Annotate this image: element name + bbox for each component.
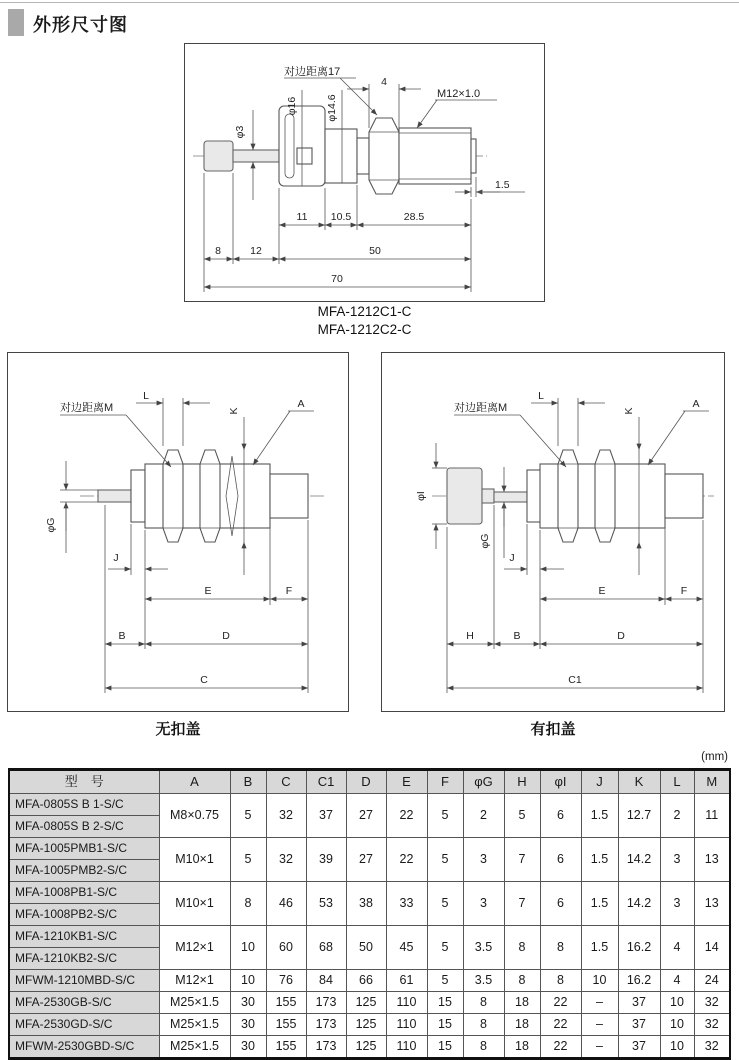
model-cell: MFA-2530GD-S/C [9, 1014, 159, 1036]
dimension-lines [60, 398, 314, 693]
value-cell: 37 [618, 992, 660, 1014]
value-cell: 10 [581, 970, 618, 992]
dim-10-5: 10.5 [330, 211, 352, 223]
drawing-mfa1212-box [184, 43, 545, 302]
model-cell: MFA-1210KB2-S/C [9, 948, 159, 970]
dim-11: 11 [296, 211, 308, 223]
value-cell: 38 [346, 882, 386, 926]
value-cell: 37 [306, 794, 346, 838]
value-cell: 84 [306, 970, 346, 992]
dim-phi14-6: φ14.6 [326, 94, 338, 122]
value-cell: 110 [386, 992, 427, 1014]
dim-J: J [509, 552, 515, 564]
col-header-L: L [660, 770, 694, 794]
value-cell: 3 [660, 838, 694, 882]
dim-4: 4 [381, 76, 387, 88]
value-cell: 15 [427, 992, 463, 1014]
value-cell: 5 [427, 926, 463, 970]
value-cell: 39 [306, 838, 346, 882]
value-cell: 125 [346, 992, 386, 1014]
value-cell: 110 [386, 1014, 427, 1036]
value-cell: 8 [230, 882, 266, 926]
drawing-withcap [382, 353, 721, 708]
value-cell: 10 [660, 992, 694, 1014]
value-cell: 8 [463, 1036, 504, 1059]
dim-J: J [113, 552, 119, 564]
value-cell: 173 [306, 992, 346, 1014]
value-cell: 18 [504, 1036, 540, 1059]
dim-E: E [204, 585, 212, 597]
value-cell: 4 [660, 970, 694, 992]
value-cell: 3 [660, 882, 694, 926]
value-cell: 46 [266, 882, 306, 926]
label-flatsM: 对边距离M [60, 402, 114, 414]
table-row [9, 1014, 730, 1036]
model-cell: MFA-1008PB1-S/C [9, 882, 159, 904]
value-cell: 8 [504, 926, 540, 970]
value-cell: 53 [306, 882, 346, 926]
dim-8: 8 [215, 245, 221, 257]
value-cell: 125 [346, 1036, 386, 1059]
col-header-C: C [266, 770, 306, 794]
label-flats17: 对边距离17 [284, 66, 341, 78]
dim-F: F [680, 585, 688, 597]
value-cell: 18 [504, 1014, 540, 1036]
table-row [9, 992, 730, 1014]
value-cell: 61 [386, 970, 427, 992]
value-cell: 3.5 [463, 970, 504, 992]
model-cell: MFA-1210KB1-S/C [9, 926, 159, 948]
value-cell: 8 [540, 970, 581, 992]
dim-phiI: φI [415, 491, 427, 501]
dimension-lines [432, 398, 709, 693]
value-cell: 1.5 [581, 838, 618, 882]
model-cell: MFWM-1210MBD-S/C [9, 970, 159, 992]
dim-E: E [598, 585, 606, 597]
value-cell: 5 [427, 882, 463, 926]
value-cell: 14 [694, 926, 730, 970]
value-cell: 155 [266, 1036, 306, 1059]
value-cell: 173 [306, 1014, 346, 1036]
page-title: 外形尺寸图 [33, 15, 128, 35]
table-row [9, 794, 730, 816]
value-cell: 37 [618, 1036, 660, 1059]
value-cell: 33 [386, 882, 427, 926]
table-row [9, 838, 730, 860]
model-cell: MFA-0805S B 1-S/C [9, 794, 159, 816]
value-cell: 32 [694, 1036, 730, 1059]
value-cell: 15 [427, 1036, 463, 1059]
dim-B: B [513, 630, 521, 642]
drawing-mfa1212 [185, 44, 544, 301]
value-cell: 60 [266, 926, 306, 970]
value-cell: 50 [346, 926, 386, 970]
dim-phi16: φ16 [286, 96, 298, 116]
value-cell: 13 [694, 838, 730, 882]
value-cell: 5 [230, 838, 266, 882]
value-cell: 6 [540, 838, 581, 882]
model-cell: MFA-1005PMB2-S/C [9, 860, 159, 882]
value-cell: 8 [504, 970, 540, 992]
value-cell: 7 [504, 882, 540, 926]
value-cell: 6 [540, 794, 581, 838]
value-cell: 5 [427, 970, 463, 992]
caption-withcap: 有扣盖 [530, 721, 576, 738]
col-header-K: K [618, 770, 660, 794]
value-cell: – [581, 992, 618, 1014]
dim-28-5: 28.5 [403, 211, 425, 223]
value-cell: 10 [230, 926, 266, 970]
value-cell: 22 [540, 1036, 581, 1059]
drawing-nocap [8, 353, 345, 708]
value-cell: M25×1.5 [159, 1014, 230, 1036]
value-cell: 6 [540, 882, 581, 926]
col-header-D: D [346, 770, 386, 794]
caption-model-2: MFA-1212C2-C [317, 322, 412, 337]
table-row [9, 926, 730, 948]
label-A: A [297, 398, 305, 410]
dimension-table [8, 768, 731, 1060]
value-cell: 45 [386, 926, 427, 970]
dim-C1: C1 [568, 674, 582, 686]
value-cell: 14.2 [618, 838, 660, 882]
dimension-lines [204, 78, 525, 292]
value-cell: 22 [386, 838, 427, 882]
value-cell: 30 [230, 1036, 266, 1059]
value-cell: 30 [230, 992, 266, 1014]
dim-phi3: φ3 [234, 125, 246, 139]
value-cell: 173 [306, 1036, 346, 1059]
dim-D: D [617, 630, 625, 642]
model-cell: MFA-0805S B 2-S/C [9, 816, 159, 838]
value-cell: 10 [660, 1014, 694, 1036]
value-cell: 2 [660, 794, 694, 838]
col-header-B: B [230, 770, 266, 794]
label-flatsM: 对边距离M [454, 402, 508, 414]
dim-K: K [228, 407, 240, 415]
dim-L: L [538, 390, 544, 402]
value-cell: M25×1.5 [159, 992, 230, 1014]
value-cell: 5 [504, 794, 540, 838]
col-header-C1: C1 [306, 770, 346, 794]
col-header-model: 型 号 [9, 770, 159, 794]
dim-1-5: 1.5 [495, 179, 510, 191]
value-cell: 37 [618, 1014, 660, 1036]
value-cell: 1.5 [581, 794, 618, 838]
dim-table-body [9, 794, 730, 1059]
caption-model-1: MFA-1212C1-C [317, 304, 412, 319]
value-cell: 13 [694, 882, 730, 926]
value-cell: 10 [660, 1036, 694, 1059]
value-cell: 16.2 [618, 926, 660, 970]
table-row [9, 1036, 730, 1059]
table-row [9, 882, 730, 904]
value-cell: 11 [694, 794, 730, 838]
unit-label: (mm) [701, 751, 728, 763]
table-header-row [9, 770, 730, 794]
col-header-F: F [427, 770, 463, 794]
value-cell: 30 [230, 1014, 266, 1036]
dim-phiG: φG [479, 533, 491, 549]
value-cell: – [581, 1014, 618, 1036]
value-cell: 68 [306, 926, 346, 970]
table-row [9, 970, 730, 992]
value-cell: M8×0.75 [159, 794, 230, 838]
dim-F: F [285, 585, 293, 597]
part-outline [447, 450, 703, 542]
dim-C: C [200, 674, 208, 686]
value-cell: 27 [346, 794, 386, 838]
value-cell: 1.5 [581, 882, 618, 926]
value-cell: 15 [427, 1014, 463, 1036]
dim-70: 70 [331, 273, 343, 285]
col-header-H: H [504, 770, 540, 794]
value-cell: 32 [266, 794, 306, 838]
model-cell: MFWM-2530GBD-S/C [9, 1036, 159, 1059]
col-header-M: M [694, 770, 730, 794]
value-cell: 66 [346, 970, 386, 992]
value-cell: 125 [346, 1014, 386, 1036]
part-outline [98, 450, 308, 542]
value-cell: – [581, 1036, 618, 1059]
value-cell: 7 [504, 838, 540, 882]
model-cell: MFA-2530GB-S/C [9, 992, 159, 1014]
dim-12: 12 [250, 245, 262, 257]
value-cell: 18 [504, 992, 540, 1014]
caption-nocap: 无扣盖 [155, 721, 201, 738]
value-cell: 2 [463, 794, 504, 838]
value-cell: 155 [266, 1014, 306, 1036]
section-marker [8, 9, 24, 36]
value-cell: 8 [463, 1014, 504, 1036]
dim-K: K [623, 407, 635, 415]
col-header-J: J [581, 770, 618, 794]
value-cell: 5 [427, 794, 463, 838]
label-A: A [692, 398, 700, 410]
drawing-nocap-box [7, 352, 349, 712]
value-cell: 5 [427, 838, 463, 882]
value-cell: 32 [694, 1014, 730, 1036]
value-cell: 110 [386, 1036, 427, 1059]
value-cell: 155 [266, 992, 306, 1014]
drawing-withcap-box [381, 352, 725, 712]
value-cell: 3 [463, 882, 504, 926]
dim-D: D [222, 630, 230, 642]
dim-L: L [143, 390, 149, 402]
value-cell: M10×1 [159, 882, 230, 926]
value-cell: 32 [266, 838, 306, 882]
value-cell: 24 [694, 970, 730, 992]
value-cell: 76 [266, 970, 306, 992]
dim-H: H [466, 630, 474, 642]
value-cell: M10×1 [159, 838, 230, 882]
value-cell: 32 [694, 992, 730, 1014]
value-cell: M12×1 [159, 926, 230, 970]
value-cell: 27 [346, 838, 386, 882]
col-header-E: E [386, 770, 427, 794]
value-cell: 16.2 [618, 970, 660, 992]
value-cell: M12×1 [159, 970, 230, 992]
value-cell: 12.7 [618, 794, 660, 838]
value-cell: 22 [386, 794, 427, 838]
value-cell: M25×1.5 [159, 1036, 230, 1059]
value-cell: 1.5 [581, 926, 618, 970]
model-cell: MFA-1008PB2-S/C [9, 904, 159, 926]
dim-phiG: φG [45, 517, 57, 533]
label-thread: M12×1.0 [437, 88, 481, 100]
value-cell: 3 [463, 838, 504, 882]
value-cell: 8 [540, 926, 581, 970]
value-cell: 22 [540, 992, 581, 1014]
value-cell: 4 [660, 926, 694, 970]
value-cell: 22 [540, 1014, 581, 1036]
dim-50: 50 [369, 245, 381, 257]
value-cell: 5 [230, 794, 266, 838]
col-header-phiI: φI [540, 770, 581, 794]
col-header-phiG: φG [463, 770, 504, 794]
model-cell: MFA-1005PMB1-S/C [9, 838, 159, 860]
dim-B: B [118, 630, 126, 642]
value-cell: 8 [463, 992, 504, 1014]
top-rule [0, 2, 739, 3]
col-header-A: A [159, 770, 230, 794]
dimension-text [415, 390, 700, 686]
value-cell: 10 [230, 970, 266, 992]
part-outline [204, 106, 476, 194]
value-cell: 3.5 [463, 926, 504, 970]
value-cell: 14.2 [618, 882, 660, 926]
